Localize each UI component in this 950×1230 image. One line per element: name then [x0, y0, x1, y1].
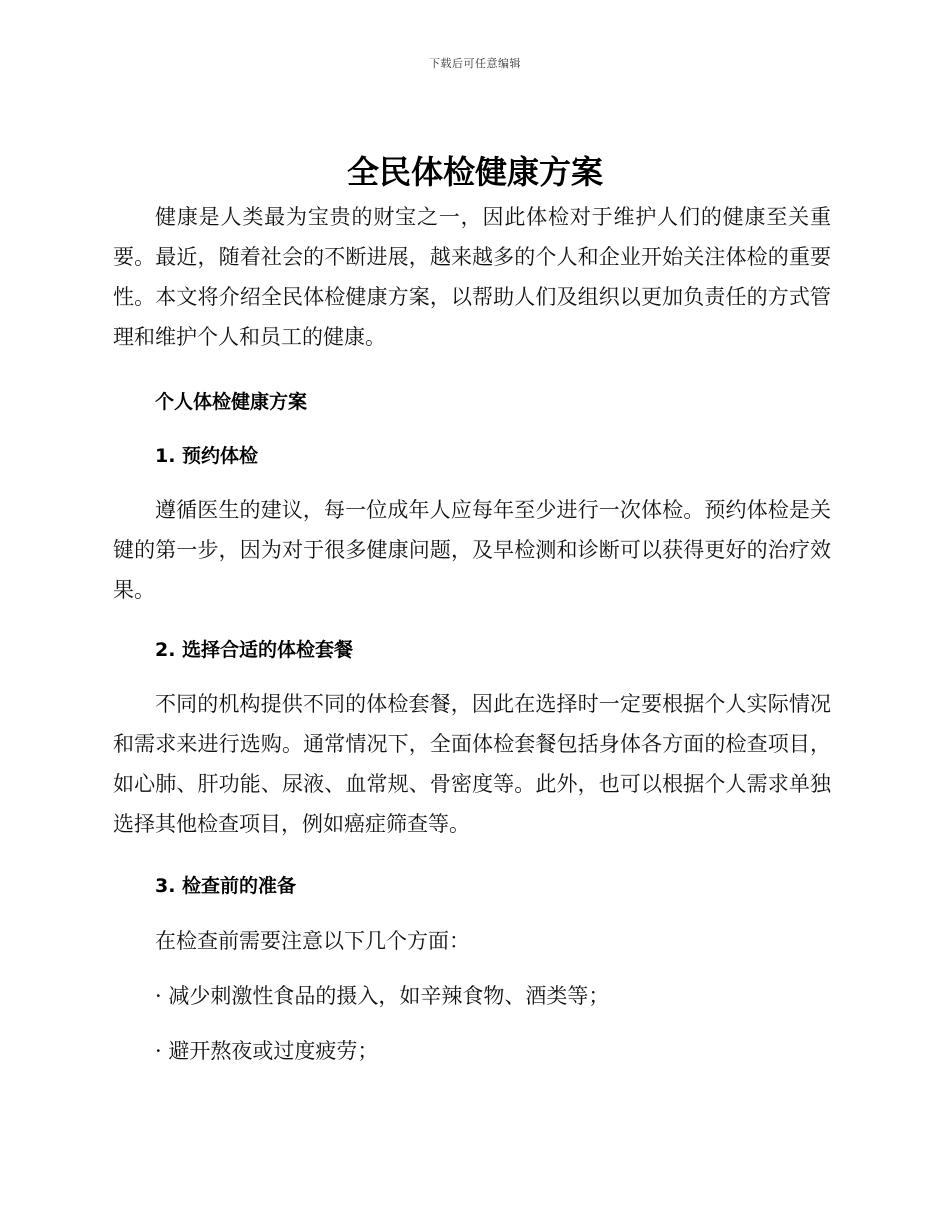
item3-intro: 在检查前需要注意以下几个方面： — [155, 929, 470, 953]
document-title: 全民体检健康方案 — [346, 153, 603, 191]
section-heading: 个人体检健康方案 — [155, 391, 308, 413]
item2-paragraph: 不同的机构提供不同的体检套餐，因此在选择时一定要根据个人实际情况和需求来进行选购。通常情况下，全面体检套餐包括身体各方面的检查项目，如心肺、肝功能、尿液、血常规、骨密度等。此外，也可以根据个人需求单独选择其他检查项目，例如癌症筛查等。 — [113, 692, 831, 836]
item3-heading: 3. 检查前的准备 — [155, 875, 297, 897]
item1-heading: 1. 预约体检 — [155, 445, 259, 467]
page-header-note: 下载后可任意编辑 — [429, 57, 521, 70]
item1-paragraph: 遵循医生的建议，每一位成年人应每年至少进行一次体检。预约体检是关键的第一步，因为对于很多健康问题，及早检测和诊断可以获得更好的治疗效果。 — [113, 498, 831, 602]
item2-heading: 2. 选择合适的体检套餐 — [155, 639, 354, 661]
bullet-item: · 避开熬夜或过度疲劳； — [155, 1039, 379, 1063]
intro-paragraph: 健康是人类最为宝贵的财宝之一，因此体检对于维护人们的健康至关重要。最近，随着社会的不断进展，越来越多的个人和企业开始关注体检的重要性。本文将介绍全民体检健康方案，以帮助人们及组织以更加负责任的方式管理和维护个人和员工的健康。 — [113, 205, 831, 349]
bullet-item: · 减少刺激性食品的摄入，如辛辣食物、酒类等； — [155, 984, 610, 1008]
